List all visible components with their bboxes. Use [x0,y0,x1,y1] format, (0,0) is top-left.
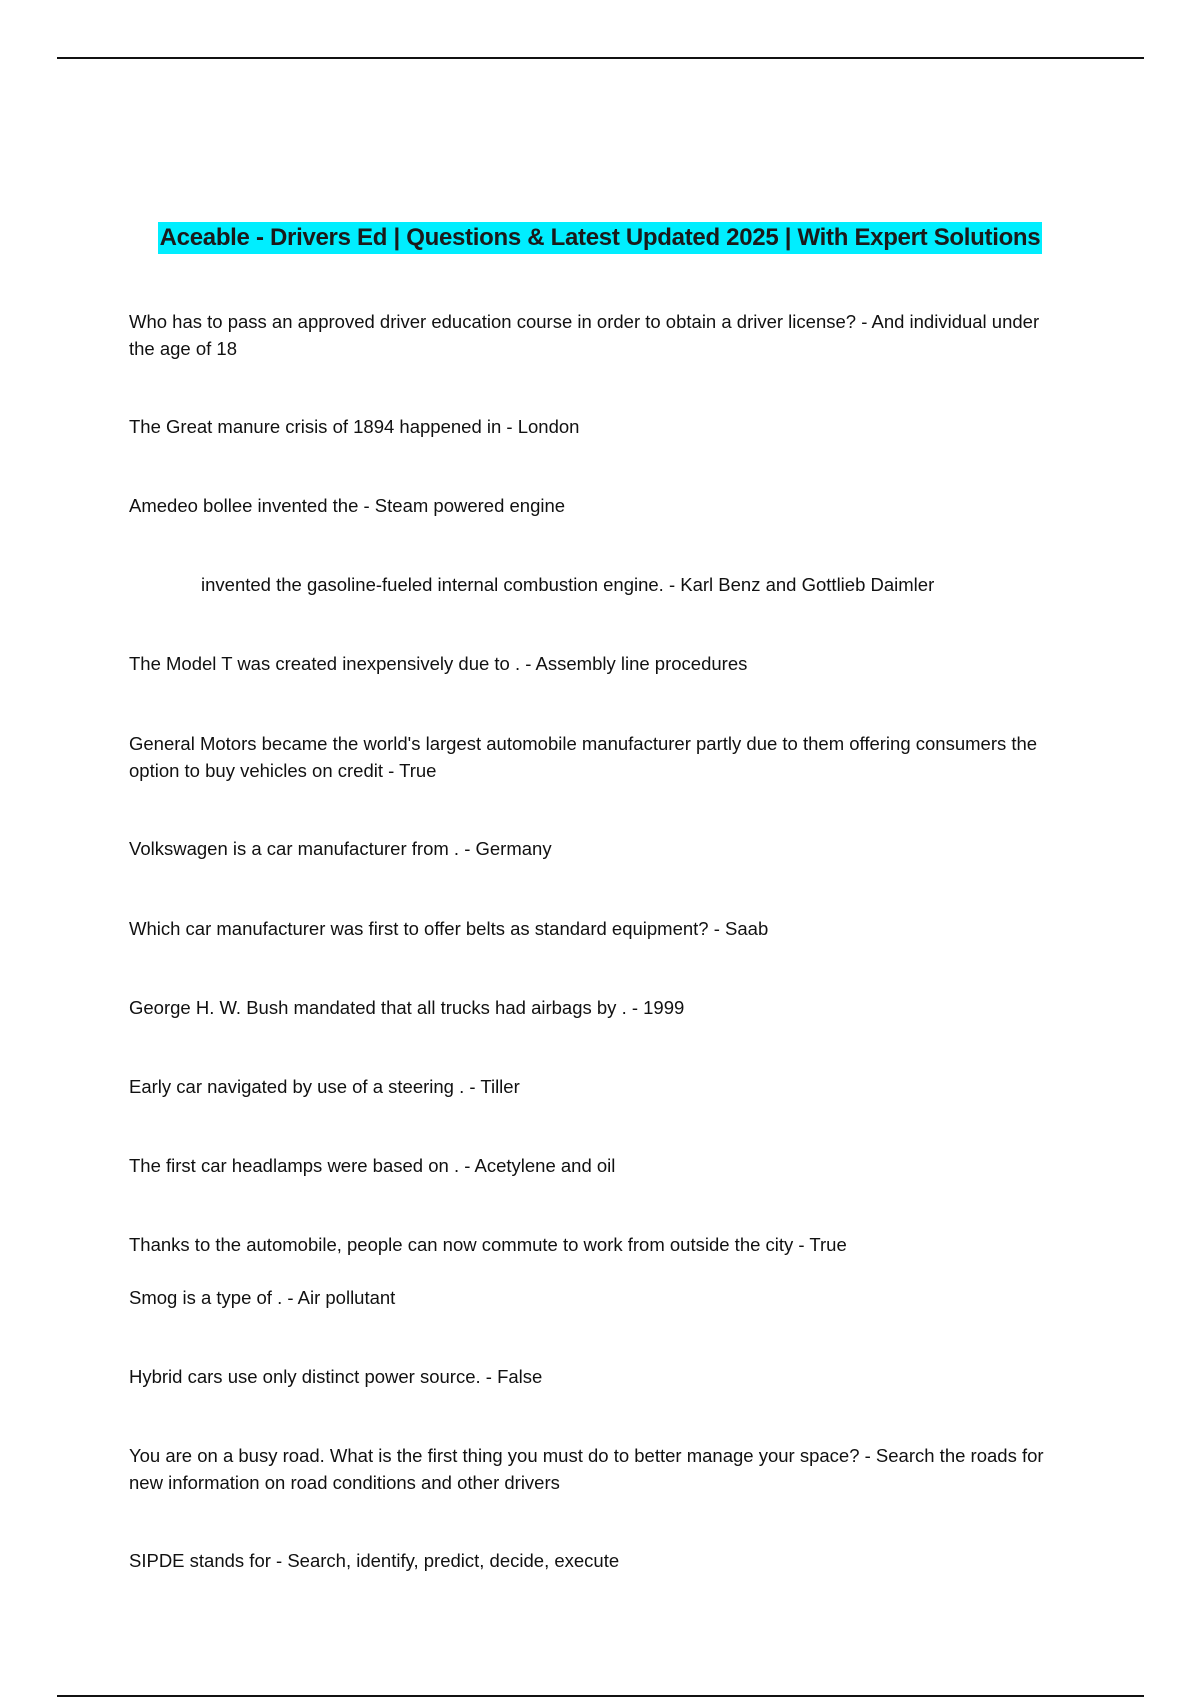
qa-item-5: The Model T was created inexpensively due to . - Assembly line procedures [129,653,748,674]
qa-item-4 [129,571,1059,598]
qa-item-14: Hybrid cars use only distinct power source. - False [129,1366,543,1387]
qa-item-11: The first car headlamps were based on . - Acetylene and oil [129,1155,616,1176]
qa-item-16: SIPDE stands for - Search, identify, predict, decide, execute [129,1550,620,1571]
qa-item-15: You are on a busy road. What is the first thing you must do to better manage your space? - Search the roads for new information on road conditions and other drivers [129,1445,1044,1493]
qa-item-8: Which car manufacturer was first to offer belts as standard equipment? - Saab [129,918,769,939]
top-rule [57,57,1144,59]
qa-item-10: Early car navigated by use of a steering . - Tiller [129,1076,520,1097]
bottom-rule [57,1695,1144,1697]
qa-item-4-text: invented the gasoline-fueled internal combustion engine. - Karl Benz and Gottlieb Daimler [201,574,935,595]
document-title: Aceable - Drivers Ed | Questions & Latest Updated 2025 | With Expert Solutions [158,222,1043,254]
qa-item-12: Thanks to the automobile, people can now commute to work from outside the city - True [129,1234,847,1255]
qa-item-7: Volkswagen is a car manufacturer from . - Germany [129,838,552,859]
qa-item-13: Smog is a type of . - Air pollutant [129,1287,396,1308]
qa-item-3: Amedeo bollee invented the - Steam powered engine [129,495,566,516]
qa-item-2: The Great manure crisis of 1894 happened in - London [129,416,580,437]
qa-item-9: George H. W. Bush mandated that all trucks had airbags by . - 1999 [129,997,685,1018]
qa-item-1: Who has to pass an approved driver education course in order to obtain a driver license? - And individual under the age of 18 [129,311,1040,359]
qa-item-6: General Motors became the world's largest automobile manufacturer partly due to them offering consumers the option to buy vehicles on credit - True [129,733,1038,781]
title-container [0,222,1200,254]
